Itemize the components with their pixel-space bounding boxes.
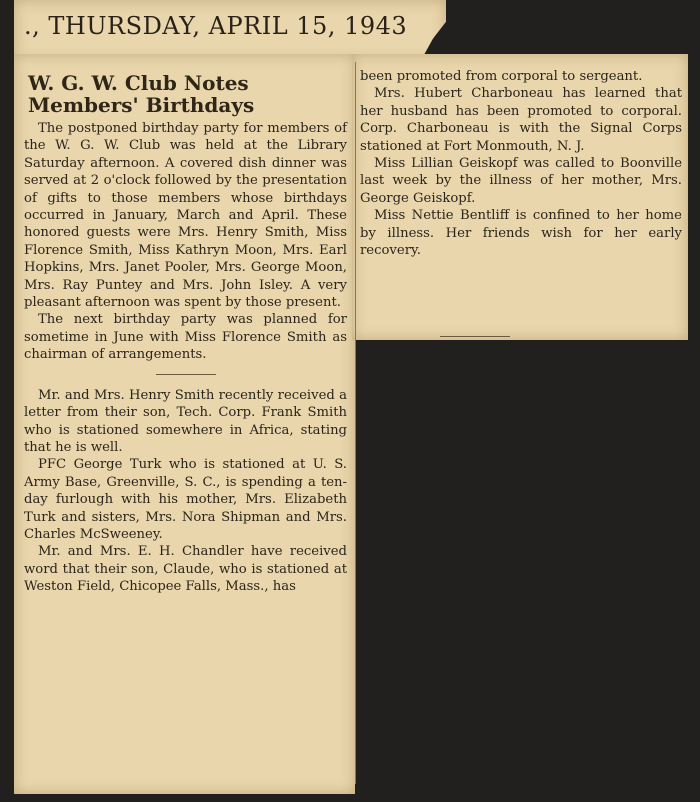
paragraph: Mrs. Hubert Charboneau has learned that her husband has been promoted to corporal. Corp. Charboneau is with the Signal Corps stationed at Fort Monmouth, N. J. — [360, 86, 682, 154]
left-column-text — [24, 70, 347, 596]
paragraph: Mr. and Mrs. E. H. Chandler have received word that their son, Claude, who is stationed at Weston Field, Chicopee Falls, Mass., has — [24, 544, 347, 595]
paragraph: The next birthday party was planned for sometime in June with Miss Florence Smith as chairman of arrangements. — [24, 312, 347, 363]
dateline: ., THURSDAY, APRIL 15, 1943 — [24, 12, 408, 40]
section-rule — [156, 374, 216, 375]
paragraph: The postponed birthday party for members of the W. G. W. Club was held at the Library Saturday afternoon. A covered dish dinner was served at 2 o'clock followed by the presentation of gifts to those members whose birthdays occurred in January, March and April. These honored guests were Mrs. Henry Smith, Miss Florence Smith, Miss Kathryn Moon, Mrs. Earl Hopkins, Mrs. Janet Pooler, Mrs. George Moon, Mrs. Ray Puntey and Mrs. John Isley. A very pleasant afternoon was spent by those present. — [24, 121, 347, 311]
paragraph-continued: been promoted from corporal to sergeant. — [360, 69, 643, 84]
column-divider — [355, 62, 356, 784]
paragraph: PFC George Turk who is stationed at U. S. Army Base, Greenville, S. C., is spending a ten-day furlough with his mother, Mrs. Elizabeth Turk and sisters, Mrs. Nora Shipman and Mrs. Charles McSweeney. — [24, 457, 347, 542]
headline-line-1: W. G. W. Club Notes — [28, 71, 249, 95]
headline-line-2: Members' Birthdays — [28, 93, 255, 117]
paragraph: Miss Lillian Geiskopf was called to Boonville last week by the illness of her mother, Mrs. George Geiskopf. — [360, 156, 682, 206]
article-headline — [28, 72, 347, 116]
paragraph: Mr. and Mrs. Henry Smith recently received a letter from their son, Tech. Corp. Frank Smith who is stationed somewhere in Africa, stating that he is well. — [24, 387, 347, 455]
section-rule — [440, 336, 510, 337]
paragraph: Miss Nettie Bentliff is confined to her home by illness. Her friends wish for her early recovery. — [360, 208, 682, 259]
right-column-text — [360, 68, 682, 259]
